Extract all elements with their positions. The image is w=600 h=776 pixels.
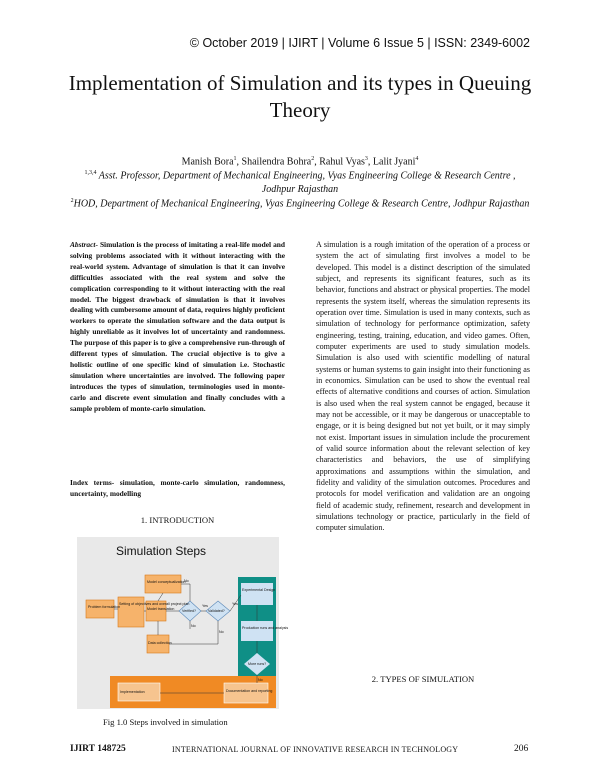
section-heading-types: 2. TYPES OF SIMULATION xyxy=(371,674,475,684)
label-more-runs: More runs? xyxy=(248,662,267,666)
label-implementation: Implementation xyxy=(120,690,145,694)
paper-title: Implementation of Simulation and its types in Queuing Theory xyxy=(68,71,532,122)
affiliation-1: $^{1,3,4}$ Asst. Professor, Department of Mechanical Engineering, Vyas Engineering College & Research Centre , Jodhpur Rajasthan xyxy=(84,170,516,196)
affiliation-index: 2 xyxy=(70,198,74,204)
label-validated: Validated? xyxy=(208,609,225,613)
author-name: , Lalit Jyani xyxy=(367,156,416,168)
label-production-runs: Production runs and analysis xyxy=(242,626,289,630)
author-index: 2 xyxy=(311,156,315,162)
footer-article-id: IJIRT 148725 xyxy=(70,744,126,754)
box-problem-formulation xyxy=(86,600,114,618)
label-no: No xyxy=(258,678,263,682)
figure-title: Simulation Steps xyxy=(116,544,207,558)
footer-journal-name: INTERNATIONAL JOURNAL OF INNOVATIVE RESEARCH IN TECHNOLOGY xyxy=(172,745,459,754)
box-documentation xyxy=(224,683,268,703)
body-text-right-column: A simulation is a rough imitation of the operation of a process or system the act of simulating first involves a model to be developed. This model is a distinct description of the simulated subject, and represents its significant features, such as its behavior, functions and abstract or physical properties. The model represents the system itself, whereas the simulation represents its operation over time. Simulation is used in many contexts, such as simulation of technology for performance optimization, safety engineering, testing, training, education, and video games. Often, computer experiments are used to study simulation models. Simulation is also used with scientific modelling of natural systems or human systems to gain insight into their functioning as in economics. Simulation can be used to show the eventual real effects of alternative conditions and courses of action. Simulation is also used when the real system cannot be engaged, because it may not be accessible, or it may be dangerous or unacceptable to engage, or it is being designed but not yet built, or it may simply not exist. Important issues in simulation include the procurement of valid source information about the relevant selection of key characteristics and behaviors, the use of simplifying approximations and assumptions within the simulation, and fidelity and validity of the simulation outcomes. Procedures and protocols for model verification and validation are an ongoing field of academic study, refinement, research and development in simulations technology or practice, particularly in the field of computer simulation. xyxy=(316,240,530,533)
label-setting-objectives: Setting of objectives and overall project plan xyxy=(119,602,190,606)
box-model-conceptualization xyxy=(145,575,181,593)
label-model-conceptualization: Model conceptualization xyxy=(147,580,186,584)
box-experimental-design xyxy=(241,583,276,605)
figure-caption: Fig 1.0 Steps involved in simulation xyxy=(103,717,228,727)
author-index: 4 xyxy=(415,156,419,162)
author-index: 1 xyxy=(233,156,237,162)
label-no: No xyxy=(184,579,189,583)
label-verified: Verified? xyxy=(182,609,196,613)
label-problem-formulation: Problem formulation xyxy=(88,605,121,609)
author-name: Manish Bora xyxy=(181,156,234,168)
abstract-text: Simulation is the process of imitating a real-life model and solving problems associated with it without interacting with the real-world system. Advantage of simulation is that it can involve difficulties associated with the real system and solve the complication corresponding to it without interacting with the real model. The biggest drawback of simulation is that it involves dealing with cumbersome amount of data, requires highly proficient workers to operate the simulation software and the data output is highly unreliable as it involves lot of uncertainty and randomness. The purpose of this paper is to give a comprehensive run-through of different types of simulation. The crucial objective is to give a holistic outline of one specific kind of simulation i.e. Stochastic simulation where uncertainties are involved. The following paper introduces the types of simulation, terminologies used in monte-carlo and discrete event simulation and finally concludes with a sample problem of monte-carlo simulation. xyxy=(70,240,285,413)
simulation-steps-figure xyxy=(74,533,289,713)
label-yes: Yes xyxy=(202,604,208,608)
author-index: 3 xyxy=(364,156,368,162)
abstract xyxy=(70,240,285,415)
author-name: , Rahul Vyas xyxy=(314,156,365,168)
author-name: , Shailendra Bohra xyxy=(236,156,312,168)
affiliation-index: 1,3,4 xyxy=(84,170,97,176)
label-model-translation: Model translation xyxy=(147,607,175,611)
section-heading-introduction: 1. INTRODUCTION xyxy=(140,515,215,525)
box-production-runs xyxy=(241,621,273,641)
label-experimental-design: Experimental Design xyxy=(242,588,276,592)
abstract-label: Abstract- xyxy=(70,240,98,249)
label-yes: Yes xyxy=(232,602,238,606)
running-header: © October 2019 | IJIRT | Volume 6 Issue 5 | ISSN: 2349-6002 xyxy=(189,36,530,50)
label-data-collection: Data collection xyxy=(148,641,172,645)
affiliation-2: $^2$HOD, Department of Mechanical Engineering, Vyas Engineering College & Research Centre, Jodhpur Rajasthan xyxy=(70,198,530,210)
label-no: No xyxy=(219,630,224,634)
index-terms: Index terms- simulation, monte-carlo simulation, randomness, uncertainty, modelling xyxy=(70,478,285,498)
label-no: No xyxy=(191,624,196,628)
label-documentation: Documentation and reporting xyxy=(226,689,273,693)
footer-page-number: 206 xyxy=(514,744,529,754)
